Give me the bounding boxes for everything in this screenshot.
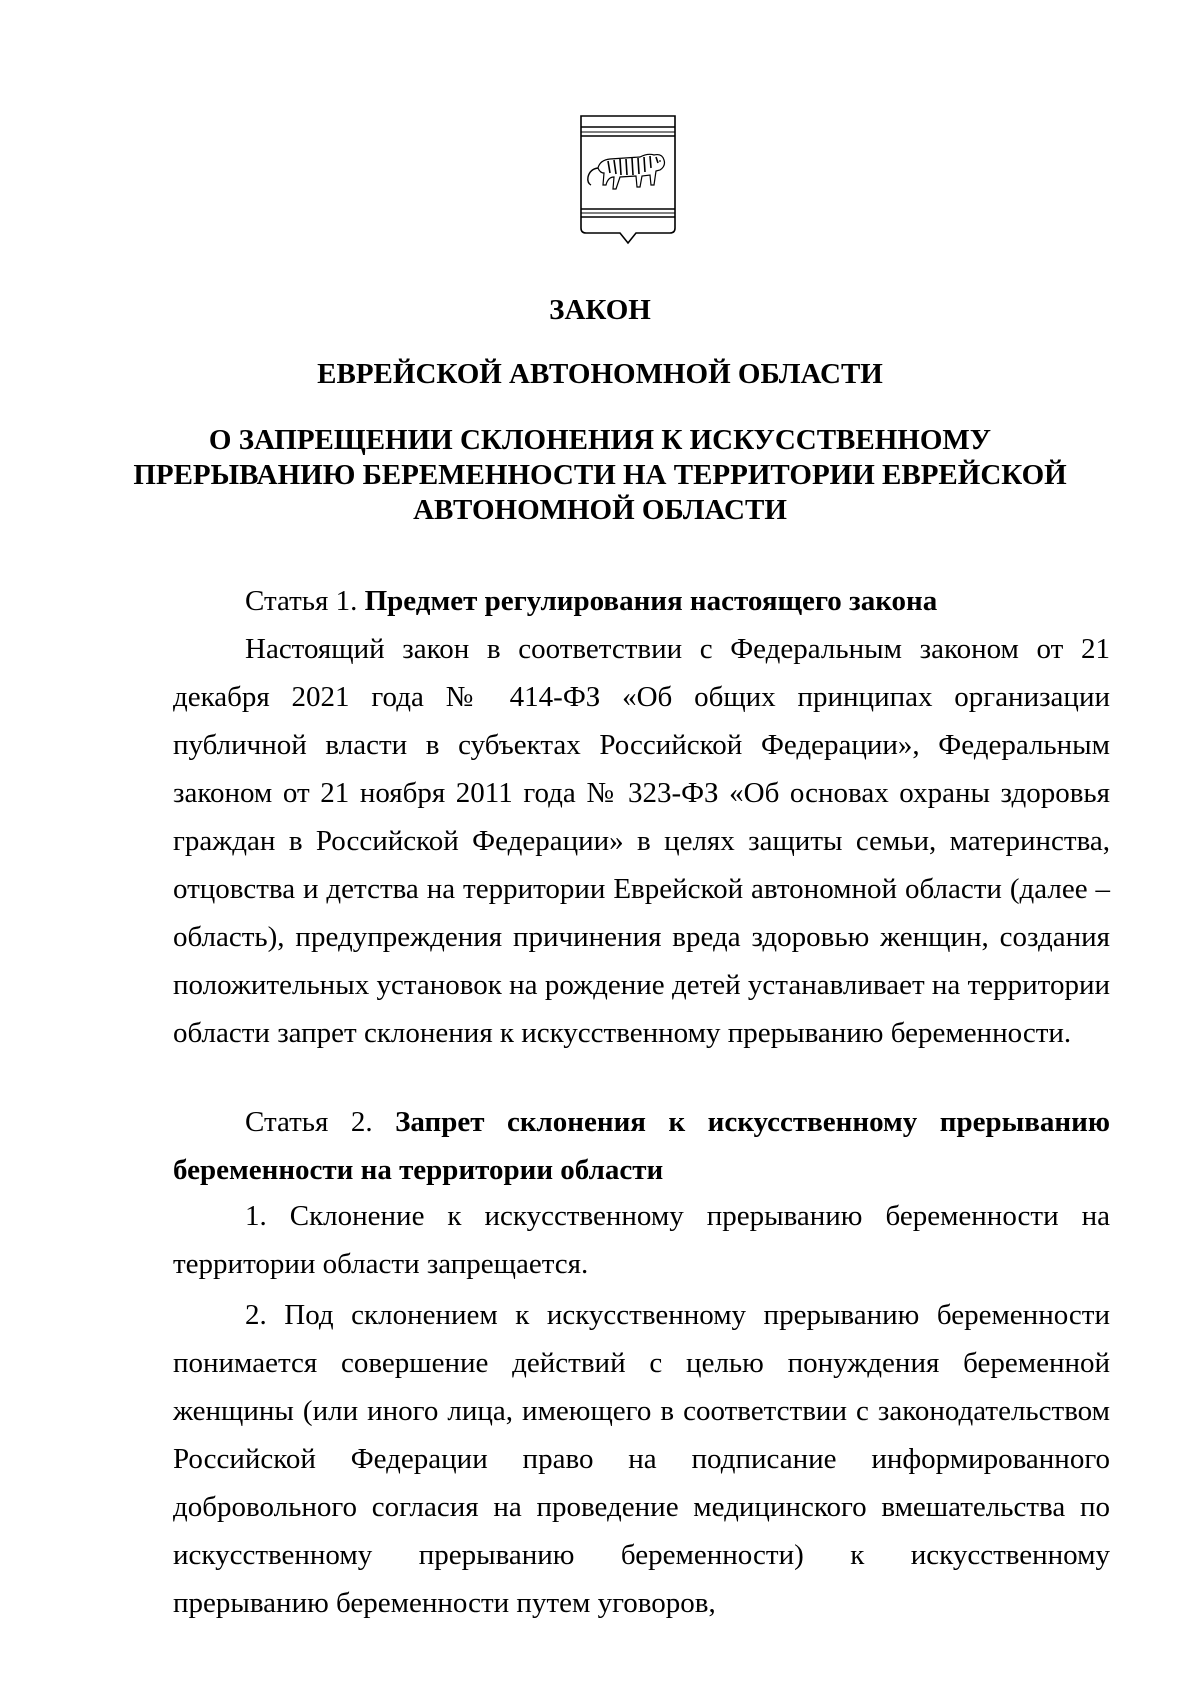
document-title: ЗАКОН — [549, 294, 651, 326]
document-subject — [120, 423, 1080, 528]
article-1-paragraph: Настоящий закон в соответствии с Федеральным законом от 21 декабря 2021 года № 414-ФЗ «Об общих принципах организации публичной власти в субъектах Российской Федерации», Федеральным законом от 21 ноября 2011 года № 323-ФЗ «Об основах охраны здоровья граждан в Российской Федерации» в целях защиты семьи, материнства, отцовства и детства на территории Еврейской автономной области (далее – область), предупреждения причинения вреда здоровью женщин, создания положительных установок на рождение детей устанавливает на территории области запрет склонения к искусственному прерыванию беременности. — [173, 633, 1110, 1049]
article-1-heading — [173, 577, 1110, 625]
subject-line: ПРЕРЫВАНИЮ БЕРЕМЕННОСТИ НА ТЕРРИТОРИИ ЕВРЕЙСКОЙ — [133, 459, 1067, 491]
subject-line: О ЗАПРЕЩЕНИИ СКЛОНЕНИЯ К ИСКУССТВЕННОМУ — [208, 424, 992, 456]
subject-line: АВТОНОМНОЙ ОБЛАСТИ — [413, 494, 787, 526]
article-2-paragraph-2: 2. Под склонением к искусственному прерыванию беременности понимается совершение действий с целью понуждения беременной женщины (или иного лица, имеющего в соответствии с законодательством Российской Федерации право на подписание информированного добровольного согласия на проведение медицинского вмешательства по искусственному прерыванию беременности) к искусственному прерыванию беременности путем уговоров, — [173, 1299, 1110, 1619]
coat-of-arms-emblem — [578, 113, 678, 258]
article-label: Статья 2. — [245, 1106, 396, 1138]
article-title: Запрет склонения к искусственному прерыванию беременности на территории области — [173, 1106, 1110, 1186]
article-title: Предмет регулирования настоящего закона — [364, 585, 938, 617]
article-label: Статья 1. — [245, 585, 365, 617]
article-2-heading — [173, 1098, 1110, 1194]
article-2-paragraph-1: 1. Склонение к искусственному прерыванию беременности на территории области запрещается. — [173, 1200, 1110, 1280]
document-region: ЕВРЕЙСКОЙ АВТОНОМНОЙ ОБЛАСТИ — [317, 358, 883, 390]
